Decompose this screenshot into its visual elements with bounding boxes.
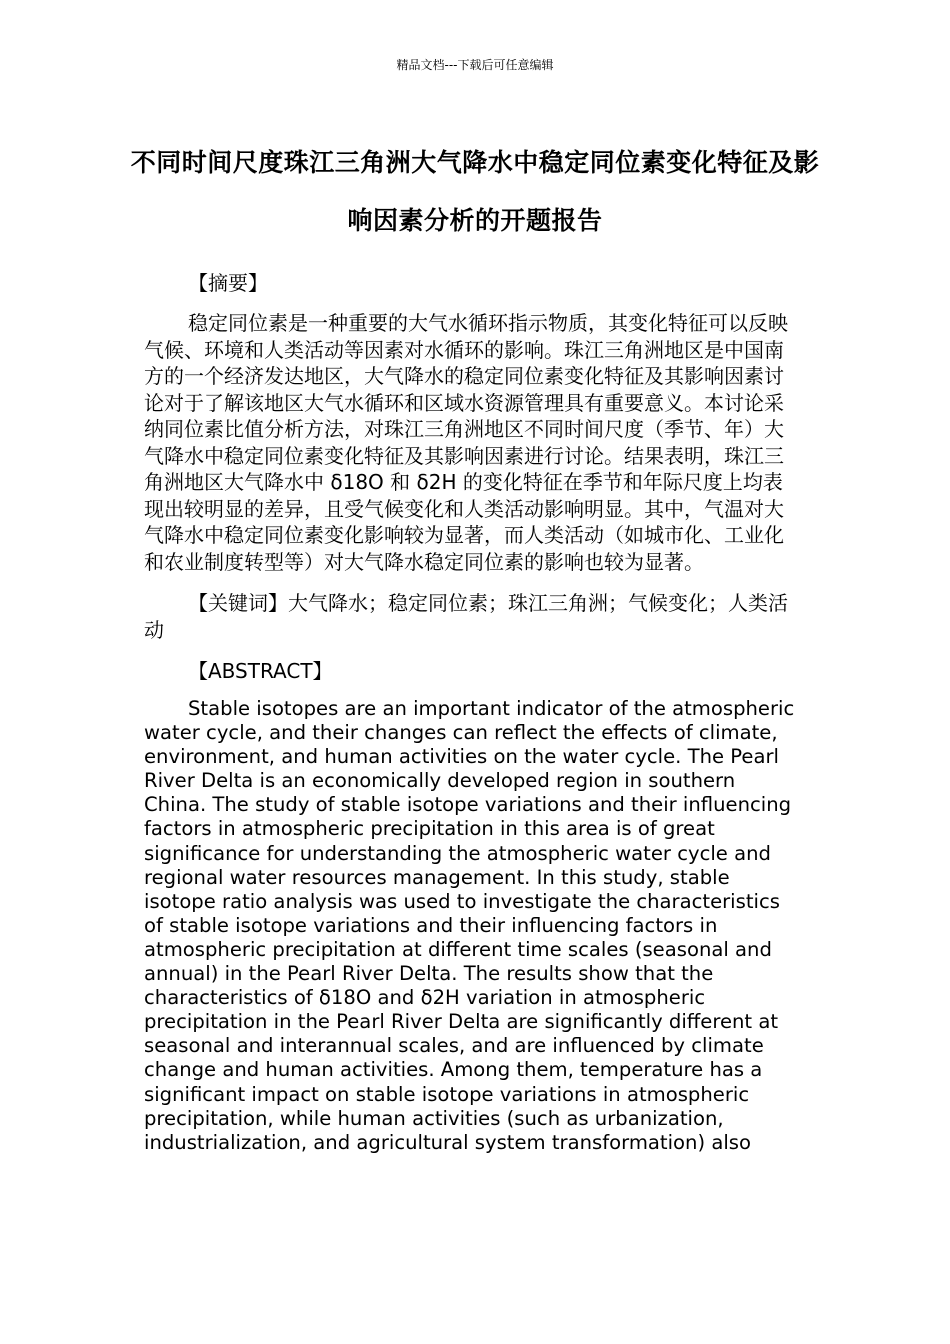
page-header-watermark: 精品文档---下载后可任意编辑: [396, 58, 554, 72]
keywords-cn: 【关键词】大气降水；稳定同位素；珠江三角洲；气候变化；人类活动: [144, 591, 788, 642]
document-body: [144, 270, 802, 1155]
abstract-cn-heading: 【摘要】: [188, 271, 268, 295]
abstract-cn-body: 稳定同位素是一种重要的大气水循环指示物质，其变化特征可以反映气候、环境和人类活动等因素对水循环的影响。珠江三角洲地区是中国南方的一个经济发达地区，大气降水的稳定同位素变化特征及其影响因素讨论对于了解该地区大气水循环和区域水资源管理具有重要意义。本讨论采纳同位素比值分析方法，对珠江三角洲地区不同时间尺度（季节、年）大气降水中稳定同位素变化特征及其影响因素进行讨论。结果表明，珠江三角洲地区大气降水中 δ18O 和 δ2H 的变化特征在季节和年际尺度上均表现出较明显的差异，且受气候变化和人类活动影响明显。其中，气温对大气降水中稳定同位素变化影响较为显著，而人类活动（如城市化、工业化和农业制度转型等）对大气降水稳定同位素的影响也较为显著。: [144, 311, 788, 574]
abstract-en-heading: 【ABSTRACT】: [188, 659, 333, 683]
document-title: 不同时间尺度珠江三角洲大气降水中稳定同位素变化特征及影响因素分析的开题报告: [130, 148, 820, 235]
abstract-en-body: Stable isotopes are an important indicator of the atmospheric water cycle, and their changes can reflect the effects of climate, environment, and human activities on the water cycle. The Pearl River Delta is an economically developed region in southern China. The study of stable isotope variations and their influencing factors in atmospheric precipitation in this area is of great significance for understanding the atmospheric water cycle and regional water resources management. In this study, stable isotope ratio analysis was used to investigate the characteristics of stable isotope variations and their influencing factors in atmospheric precipitation at different time scales (seasonal and annual) in the Pearl River Delta. The results show that the characteristics of δ18O and δ2H variation in atmospheric precipitation in the Pearl River Delta are significantly different at seasonal and interannual scales, and are influenced by climate change and human activities. Among them, temperature has a significant impact on stable isotope variations in atmospheric precipitation, while human activities (such as urbanization, industrialization, and agricultural system transformation) also: [144, 697, 795, 1154]
